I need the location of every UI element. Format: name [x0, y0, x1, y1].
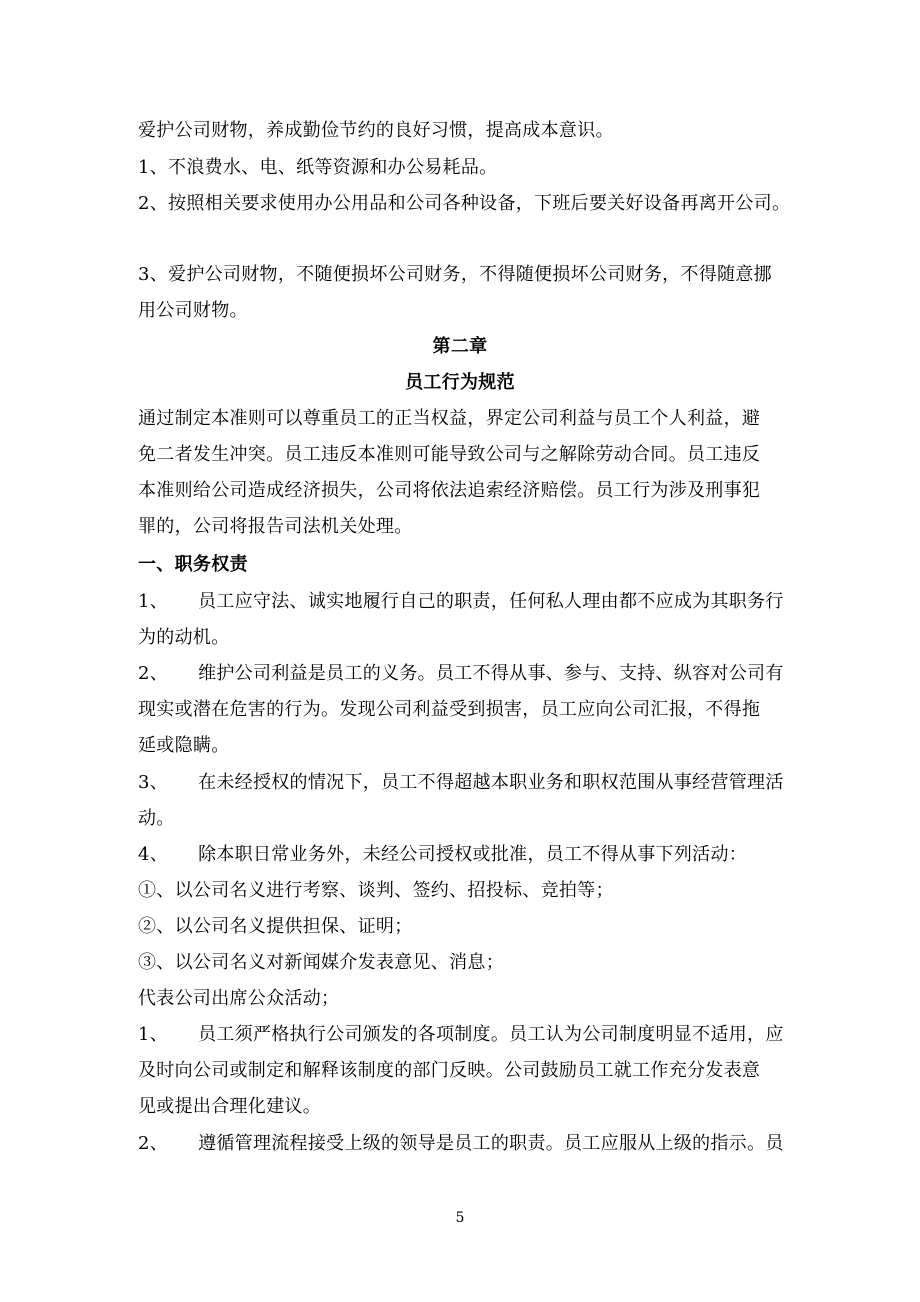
duties-paragraph-4-text: 除本职日常业务外，未经公司授权或批准，员工不得从事下列活动：	[198, 844, 748, 865]
section1-item-3-line-2: 用公司财物。	[138, 300, 248, 321]
duties-paragraph-1-line-1	[138, 590, 784, 614]
duties-paragraph-1-line-2: 为的动机。	[138, 627, 230, 648]
duties-paragraph-2-line-2: 现实或潜在危害的行为。发现公司利益受到损害，员工应向公司汇报，不得拖	[138, 699, 761, 720]
duties-paragraph-2-line-3: 延或隐瞒。	[138, 735, 230, 756]
chapter-number: 第二章	[432, 336, 488, 357]
rules-paragraph-1-number: 1、	[138, 1024, 169, 1045]
rules-paragraph-1-line-1	[138, 1023, 784, 1047]
duties-paragraph-3-text: 在未经授权的情况下，员工不得超越本职业务和职权范围从事经营管理活	[198, 772, 784, 793]
page-number: 5	[455, 1210, 465, 1226]
section1-item-3-line-1: 3、爱护公司财物，不随便损坏公司财务，不得随便损坏公司财务，不得随意挪	[138, 264, 772, 285]
duties-paragraph-2-text: 维护公司利益是员工的义务。员工不得从事、参与、支持、纵容对公司有	[198, 663, 784, 684]
rules-paragraph-2-text: 遵循管理流程接受上级的领导是员工的职责。员工应服从上级的指示。员	[198, 1133, 784, 1154]
rules-paragraph-1-text: 员工须严格执行公司颁发的各项制度。员工认为公司制度明显不适用，应	[198, 1024, 784, 1045]
rules-paragraph-2-number: 2、	[138, 1133, 169, 1154]
duties-sub-item-4: 代表公司出席公众活动；	[138, 988, 340, 1009]
duties-paragraph-1-text: 员工应守法、诚实地履行自己的职责，任何私人理由都不应成为其职务行	[198, 591, 784, 612]
chapter-intro-line-2: 免二者发生冲突。员工违反本准则可能导致公司与之解除劳动合同。员工违反	[138, 444, 761, 465]
duties-heading: 一、职务权责	[138, 554, 248, 575]
duties-paragraph-3-number: 3、	[138, 772, 169, 793]
section1-item-2: 2、按照相关要求使用办公用品和公司各种设备，下班后要关好设备再离开公司。	[138, 193, 791, 214]
section1-item-1: 1、不浪费水、电、纸等资源和办公易耗品。	[138, 157, 498, 178]
duties-sub-item-2: ②、以公司名义提供担保、证明；	[138, 916, 413, 937]
duties-paragraph-4-line-1	[138, 843, 747, 867]
duties-paragraph-2-number: 2、	[138, 663, 169, 684]
duties-paragraph-1-number: 1、	[138, 591, 169, 612]
rules-paragraph-1-line-2: 及时向公司或制定和解释该制度的部门反映。公司鼓励员工就工作充分发表意	[138, 1060, 761, 1081]
chapter-intro-line-3: 本准则给公司造成经济损失，公司将依法追索经济赔偿。员工行为涉及刑事犯	[138, 480, 761, 501]
chapter-title: 员工行为规范	[405, 372, 515, 393]
rules-paragraph-2-line-1	[138, 1132, 784, 1156]
duties-sub-item-1: ①、以公司名义进行考察、谈判、签约、招投标、竞拍等；	[138, 880, 614, 901]
duties-paragraph-3-line-1	[138, 771, 784, 795]
chapter-intro-line-4: 罪的，公司将报告司法机关处理。	[138, 516, 413, 537]
duties-paragraph-4-number: 4、	[138, 844, 169, 865]
duties-paragraph-3-line-2: 动。	[138, 808, 175, 829]
rules-paragraph-1-line-3: 见或提出合理化建议。	[138, 1096, 321, 1117]
section1-intro: 爱护公司财物，养成勤俭节约的良好习惯，提高成本意识。	[138, 120, 614, 141]
chapter-intro-line-1: 通过制定本准则可以尊重员工的正当权益，界定公司利益与员工个人利益，避	[138, 408, 761, 429]
duties-sub-item-3: ③、以公司名义对新闻媒介发表意见、消息；	[138, 952, 504, 973]
duties-paragraph-2-line-1	[138, 662, 784, 686]
